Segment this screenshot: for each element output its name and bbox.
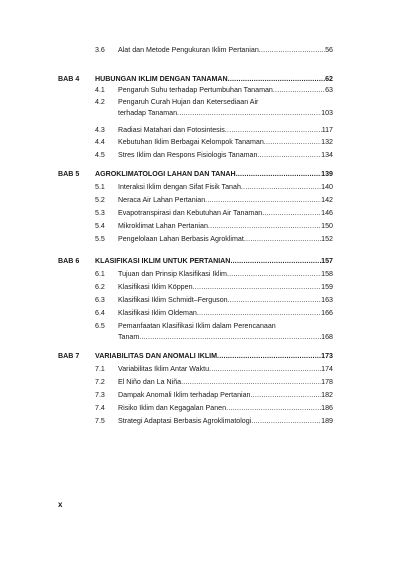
- entry-title-text: AGROKLIMATOLOGI LAHAN DAN TANAH: [95, 170, 236, 178]
- toc-section-row[interactable]: [0, 44, 406, 56]
- toc-entry-title: [118, 181, 333, 193]
- page-reference: 146: [321, 209, 333, 217]
- toc-entry-title: [95, 168, 333, 180]
- entry-title-text: Interaksi Iklim dengan Sifat Fisik Tanah: [118, 183, 241, 191]
- page-reference: 150: [321, 222, 333, 230]
- toc-section-row[interactable]: [0, 207, 406, 219]
- page-reference: 159: [321, 283, 333, 291]
- dot-leader: [241, 181, 321, 193]
- toc-entry-title: [118, 149, 333, 161]
- dot-leader: [226, 402, 321, 414]
- toc-section-row[interactable]: [0, 84, 406, 96]
- page-reference: 62: [325, 75, 333, 83]
- entry-title-text: El Niño dan La Niña: [118, 378, 182, 386]
- chapter-label: BAB 7: [58, 352, 80, 360]
- page-reference: 182: [321, 391, 333, 399]
- toc-entry-title: [118, 402, 333, 414]
- toc-entry-title: [118, 44, 333, 56]
- page-reference: 56: [325, 46, 333, 54]
- toc-entry-title: [95, 255, 333, 267]
- toc-section-row[interactable]: [0, 402, 406, 414]
- entry-title-text: VARIABILITAS DAN ANOMALI IKLIM: [95, 352, 218, 360]
- entry-title-text: Pengelolaan Lahan Berbasis Agroklimat: [118, 235, 244, 243]
- entry-title-text: Dampak Anomali Iklim terhadap Pertanian: [118, 391, 251, 399]
- entry-title-text: Mikroklimat Lahan Pertanian: [118, 222, 208, 230]
- dot-leader: [225, 124, 322, 136]
- toc-entry-title: [118, 220, 333, 232]
- dot-leader: [217, 350, 321, 362]
- entry-title-text: Alat dan Metode Pengukuran Iklim Pertanian: [118, 46, 259, 54]
- toc-section-row[interactable]: [0, 376, 406, 388]
- toc-chapter-row[interactable]: [0, 350, 406, 362]
- dot-leader: [264, 136, 321, 148]
- dot-leader: [259, 44, 325, 56]
- dot-leader: [251, 389, 322, 401]
- entry-title-text: Klasifikasi Iklim Schmidt–Ferguson: [118, 296, 228, 304]
- toc-section-row[interactable]: [0, 363, 406, 375]
- toc-section-row[interactable]: [0, 124, 406, 136]
- toc-entry-title: [118, 268, 333, 280]
- toc-section-row[interactable]: [0, 194, 406, 206]
- toc-entry-title: [118, 107, 333, 119]
- dot-leader: [262, 207, 321, 219]
- section-number: 5.2: [95, 196, 105, 204]
- section-number: 6.2: [95, 283, 105, 291]
- toc-entry-title: [118, 363, 333, 375]
- section-number: 4.3: [95, 126, 105, 134]
- toc-entry-title: [118, 233, 333, 245]
- page-reference: 173: [321, 352, 333, 360]
- dot-leader: [208, 220, 321, 232]
- section-number: 4.2: [95, 98, 105, 106]
- dot-leader: [273, 84, 325, 96]
- entry-title-text: Klasifikasi Iklim Köppen: [118, 283, 193, 291]
- entry-title-text: Neraca Air Lahan Pertanian: [118, 196, 206, 204]
- section-number: 4.1: [95, 86, 105, 94]
- page-reference: 63: [325, 86, 333, 94]
- entry-title-text: Tujuan dan Prinsip Klasifikasi Iklim: [118, 270, 227, 278]
- toc-entry-title: [118, 331, 333, 343]
- entry-title-text: Kebutuhan Iklim Berbagai Kelompok Tanaman: [118, 138, 264, 146]
- toc-entry-title: [95, 350, 333, 362]
- entry-title-text: Pengaruh Suhu terhadap Pertumbuhan Tanaman: [118, 86, 273, 94]
- toc-entry-title: [118, 84, 333, 96]
- page-reference: 152: [321, 235, 333, 243]
- toc-section-row[interactable]: [0, 307, 406, 319]
- chapter-label: BAB 6: [58, 257, 80, 265]
- toc-section-continuation[interactable]: [0, 107, 406, 119]
- toc-entry-title: [118, 136, 333, 148]
- toc-section-continuation[interactable]: [0, 331, 406, 343]
- section-number: 7.1: [95, 365, 105, 373]
- toc-section-row[interactable]: [0, 220, 406, 232]
- entry-title-continuation: terhadap Tanaman: [118, 109, 178, 117]
- entry-title-text: KLASIFIKASI IKLIM UNTUK PERTANIAN: [95, 257, 231, 265]
- toc-section-row[interactable]: [0, 233, 406, 245]
- chapter-label: BAB 4: [58, 75, 80, 83]
- dot-leader: [251, 415, 321, 427]
- page-number: x: [58, 500, 63, 509]
- section-number: 4.5: [95, 151, 105, 159]
- toc-entry-title: [118, 415, 333, 427]
- section-number: 5.4: [95, 222, 105, 230]
- page-reference: 157: [321, 257, 333, 265]
- section-number: 4.4: [95, 138, 105, 146]
- dot-leader: [139, 331, 321, 343]
- entry-title-text: Variabilitas Iklim Antar Waktu: [118, 365, 210, 373]
- toc-entry-title: [118, 294, 333, 306]
- entry-title-text: HUBUNGAN IKLIM DENGAN TANAMAN: [95, 75, 228, 83]
- page-reference: 140: [321, 183, 333, 191]
- section-number: 7.3: [95, 391, 105, 399]
- toc-entry-title: [118, 376, 333, 388]
- entry-title-continuation: Tanam: [118, 333, 140, 341]
- entry-title-text: Pengaruh Curah Hujan dan Ketersediaan Air: [118, 98, 259, 106]
- page-reference: 139: [321, 170, 333, 178]
- toc-entry-title: [118, 207, 333, 219]
- toc-entry-title: [118, 389, 333, 401]
- page-reference: 132: [321, 138, 333, 146]
- dot-leader: [244, 233, 321, 245]
- section-number: 3.6: [95, 46, 105, 54]
- toc-section-row[interactable]: [0, 268, 406, 280]
- page-reference: 134: [321, 151, 333, 159]
- entry-title-text: Klasifikasi Iklim Oldeman: [118, 309, 197, 317]
- section-number: 6.1: [95, 270, 105, 278]
- entry-title-text: Strategi Adaptasi Berbasis Agroklimatologi: [118, 417, 252, 425]
- chapter-label: BAB 5: [58, 170, 80, 178]
- dot-leader: [228, 294, 322, 306]
- toc-section-row[interactable]: [0, 415, 406, 427]
- page-reference: 158: [321, 270, 333, 278]
- section-number: 5.3: [95, 209, 105, 217]
- section-number: 6.5: [95, 322, 105, 330]
- dot-leader: [181, 376, 321, 388]
- dot-leader: [177, 107, 321, 119]
- entry-title-text: Stres Iklim dan Respons Fisiologis Tanaman: [118, 151, 258, 159]
- page-reference: 103: [321, 109, 333, 117]
- dot-leader: [227, 268, 321, 280]
- toc-section-row[interactable]: [0, 389, 406, 401]
- entry-title-text: Risiko Iklim dan Kegagalan Panen: [118, 404, 227, 412]
- toc-section-row[interactable]: [0, 149, 406, 161]
- toc-chapter-row[interactable]: [0, 255, 406, 267]
- entry-title-text: Pemanfaatan Klasifikasi Iklim dalam Perencanaan: [118, 322, 276, 330]
- dot-leader: [230, 255, 321, 267]
- section-number: 6.3: [95, 296, 105, 304]
- section-number: 7.4: [95, 404, 105, 412]
- page-reference: 174: [321, 365, 333, 373]
- dot-leader: [205, 194, 321, 206]
- dot-leader: [193, 281, 322, 293]
- page-reference: 166: [321, 309, 333, 317]
- section-number: 5.1: [95, 183, 105, 191]
- page-reference: 189: [321, 417, 333, 425]
- toc-entry-title: [118, 194, 333, 206]
- section-number: 7.2: [95, 378, 105, 386]
- section-number: 6.4: [95, 309, 105, 317]
- page-reference: 142: [321, 196, 333, 204]
- section-number: 7.5: [95, 417, 105, 425]
- dot-leader: [257, 149, 321, 161]
- toc-section-row[interactable]: [0, 136, 406, 148]
- page-reference: 163: [321, 296, 333, 304]
- toc-entry-title: [118, 307, 333, 319]
- toc-chapter-row[interactable]: [0, 168, 406, 180]
- toc-section-row[interactable]: [0, 181, 406, 193]
- toc-entry-title: [118, 124, 333, 136]
- entry-title-text: Evapotranspirasi dan Kebutuhan Air Tanaman: [118, 209, 263, 217]
- page-reference: 117: [321, 126, 333, 134]
- page-reference: 168: [321, 333, 333, 341]
- dot-leader: [197, 307, 321, 319]
- entry-title-text: Radiasi Matahari dan Fotosintesis: [118, 126, 225, 134]
- toc-section-row[interactable]: [0, 294, 406, 306]
- page-reference: 186: [321, 404, 333, 412]
- page-reference: 178: [321, 378, 333, 386]
- section-number: 5.5: [95, 235, 105, 243]
- toc-section-row[interactable]: [0, 281, 406, 293]
- toc-entry-title: [118, 281, 333, 293]
- dot-leader: [236, 168, 321, 180]
- dot-leader: [209, 363, 321, 375]
